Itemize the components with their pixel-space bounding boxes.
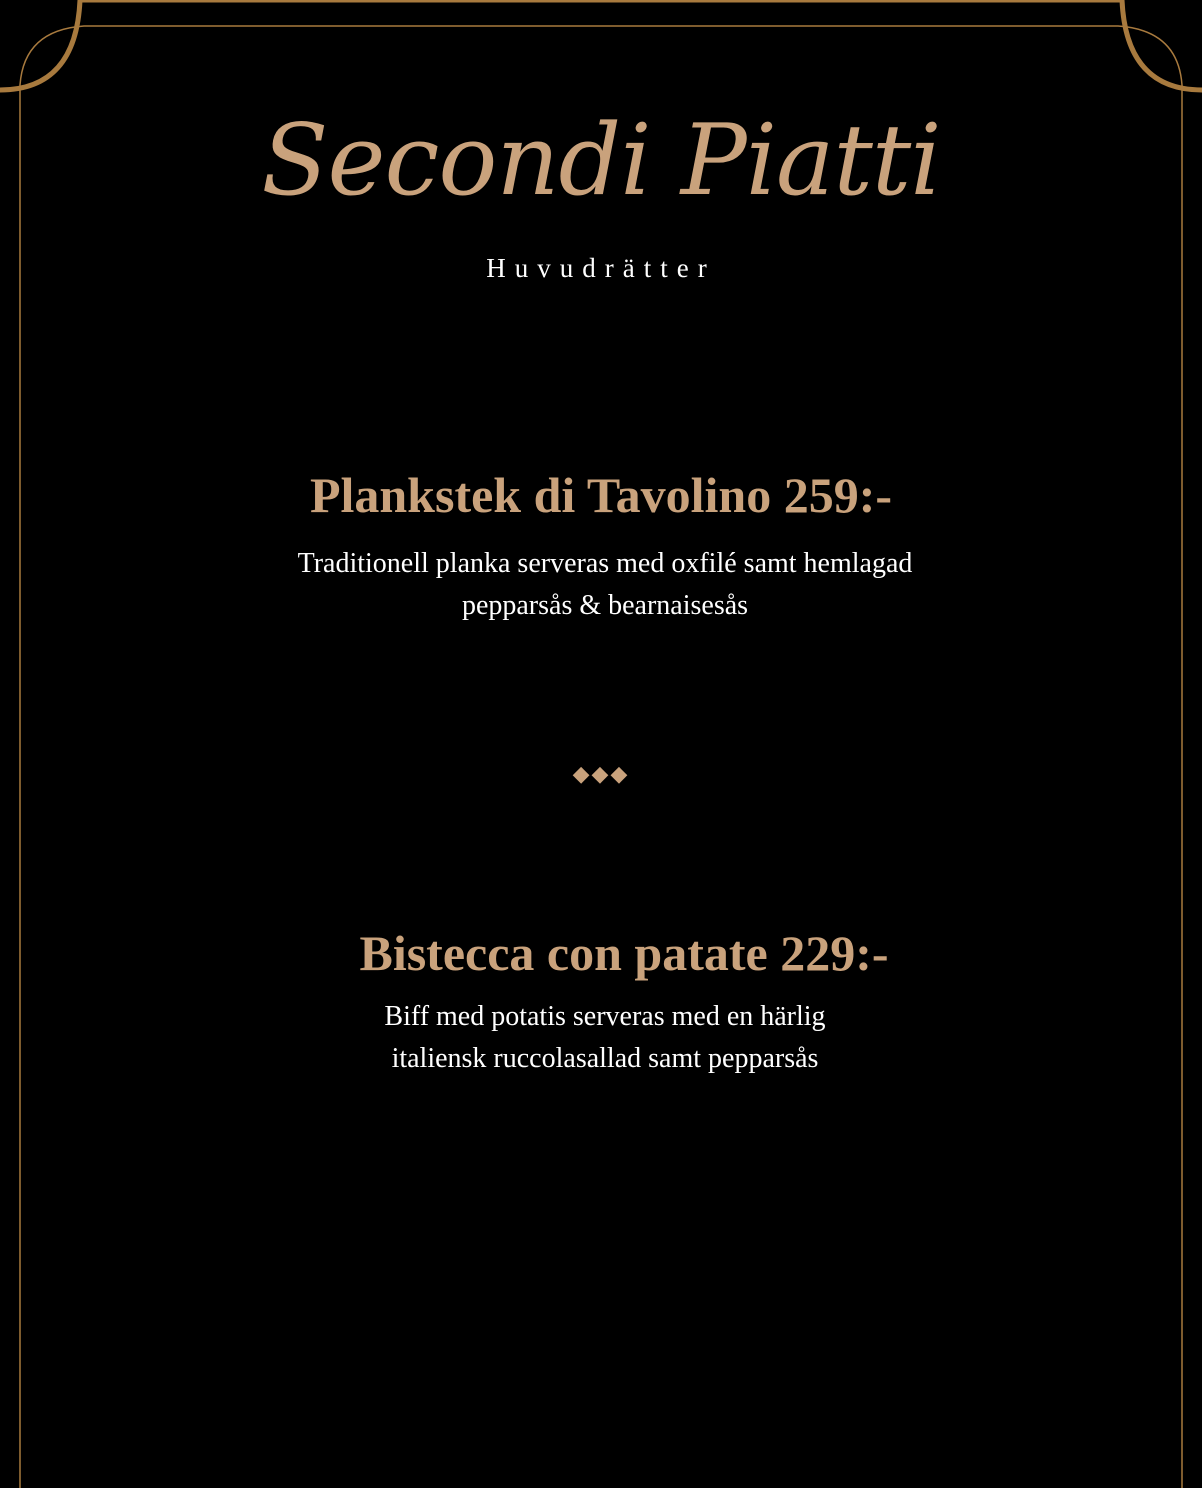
frame-inner-line bbox=[20, 26, 1182, 1488]
page-title: Secondi Piatti bbox=[261, 104, 941, 218]
dish-description: Traditionell planka serveras med oxfilé samt hemlagad pepparsås & bearnaisesås bbox=[297, 548, 913, 621]
frame-outer-line bbox=[0, 0, 1202, 90]
dish-name: Bistecca con patate 229:- bbox=[359, 925, 889, 981]
dish-name: Plankstek di Tavolino 259:- bbox=[309, 467, 893, 523]
dish-description: Biff med potatis serveras med en härlig italiensk ruccolasallad samt pepparsås bbox=[384, 1001, 826, 1074]
page-subtitle: Huvudrätter bbox=[486, 253, 716, 283]
diamond-divider-icon: ◆◆◆ bbox=[572, 762, 630, 787]
